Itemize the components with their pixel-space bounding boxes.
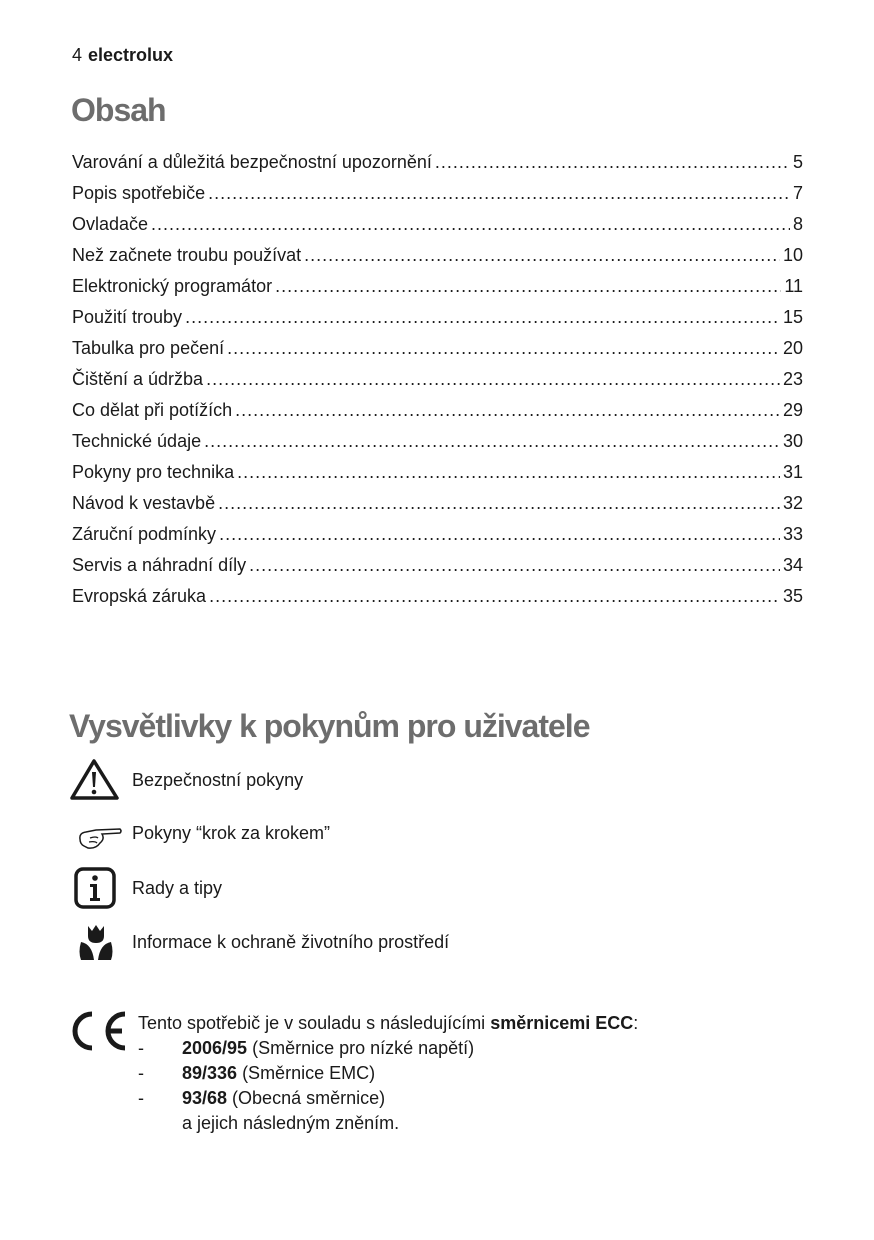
toc-entry[interactable] (72, 586, 803, 617)
dot-leader (206, 369, 780, 390)
toc-page: 33 (782, 524, 803, 544)
toc-page: 23 (782, 369, 803, 389)
dot-leader (304, 245, 780, 266)
directive-item: - 93/68 (Obecná směrnice) (138, 1088, 386, 1108)
toc-page: 31 (782, 462, 803, 482)
toc-page: 20 (782, 338, 803, 358)
dot-leader (209, 586, 780, 607)
legend-item (70, 920, 470, 964)
dot-leader (237, 462, 780, 483)
toc-label: Než začnete troubu používat (72, 245, 302, 265)
dot-leader (275, 276, 781, 297)
toc-page: 10 (782, 245, 803, 265)
legend-title: Vysvětlivky k pokynům pro uživatele (69, 708, 590, 744)
pointing-hand-icon (70, 811, 122, 855)
toc-page: 5 (792, 152, 803, 172)
toc-entry[interactable] (72, 152, 803, 183)
warning-triangle-icon (70, 758, 122, 802)
toc-page: 34 (782, 555, 803, 575)
page-header (72, 45, 173, 66)
toc-label: Čištění a údržba (72, 369, 204, 389)
toc-label: Technické údaje (72, 431, 202, 451)
info-icon (70, 866, 122, 910)
toc-label: Co dělat při potížích (72, 400, 233, 420)
legend-text: Pokyny “krok za krokem” (132, 823, 331, 843)
toc-label: Tabulka pro pečení (72, 338, 225, 358)
toc-entry[interactable] (72, 183, 803, 214)
toc-page: 30 (782, 431, 803, 451)
toc-page: 29 (782, 400, 803, 420)
toc-entry[interactable] (72, 493, 803, 524)
dot-leader (227, 338, 780, 359)
dot-leader (235, 400, 780, 421)
toc-page: 8 (792, 214, 803, 234)
toc-page: 11 (784, 276, 803, 296)
toc-entry[interactable] (72, 214, 803, 245)
dot-leader (219, 524, 780, 545)
dot-leader (249, 555, 780, 576)
toc-entry[interactable] (72, 369, 803, 400)
toc-page: 35 (782, 586, 803, 606)
toc-label: Pokyny pro technika (72, 462, 235, 482)
dot-leader (435, 152, 790, 173)
brand: electrolux (88, 45, 174, 65)
dot-leader (185, 307, 780, 328)
ce-outro: a jejich následným zněním. (182, 1113, 400, 1133)
legend-text: Informace k ochraně životního prostředí (132, 932, 450, 952)
toc-entry[interactable] (72, 307, 803, 338)
toc-label: Varování a důležitá bezpečnostní upozornění (72, 152, 432, 172)
legend-item (70, 866, 222, 910)
toc-entry[interactable] (72, 524, 803, 555)
toc-label: Servis a náhradní díly (72, 555, 247, 575)
dot-leader (151, 214, 790, 235)
toc-label: Záruční podmínky (72, 524, 217, 544)
toc-label: Elektronický programátor (72, 276, 273, 296)
toc-entry[interactable] (72, 245, 803, 276)
toc-page: 32 (782, 493, 803, 513)
tulip-icon (70, 920, 122, 964)
directive-item: - 2006/95 (Směrnice pro nízké napětí) (138, 1038, 475, 1058)
table-of-contents (72, 152, 803, 617)
toc-label: Návod k vestavbě (72, 493, 216, 513)
toc-entry[interactable] (72, 276, 803, 307)
legend-item (70, 811, 330, 855)
toc-page: 7 (792, 183, 803, 203)
page-number: 4 (72, 45, 83, 65)
ce-intro: Tento spotřebič je v souladu s následujícími směrnicemi ECC: (138, 1013, 639, 1033)
toc-label: Ovladače (72, 214, 149, 234)
legend-text: Rady a tipy (132, 878, 223, 898)
toc-page: 15 (782, 307, 803, 327)
toc-entry[interactable] (72, 431, 803, 462)
toc-entry[interactable] (72, 400, 803, 431)
legend-item (70, 758, 303, 802)
directive-item: - 89/336 (Směrnice EMC) (138, 1063, 376, 1083)
toc-title: Obsah (71, 92, 166, 128)
dot-leader (218, 493, 780, 514)
toc-label: Evropská záruka (72, 586, 207, 606)
toc-label: Popis spotřebiče (72, 183, 206, 203)
toc-entry[interactable] (72, 338, 803, 369)
toc-entry[interactable] (72, 462, 803, 493)
toc-entry[interactable] (72, 555, 803, 586)
dot-leader (204, 431, 780, 452)
dot-leader (208, 183, 790, 204)
ce-mark-icon (70, 1010, 130, 1052)
toc-label: Použití trouby (72, 307, 183, 327)
legend-text: Bezpečnostní pokyny (132, 770, 304, 790)
